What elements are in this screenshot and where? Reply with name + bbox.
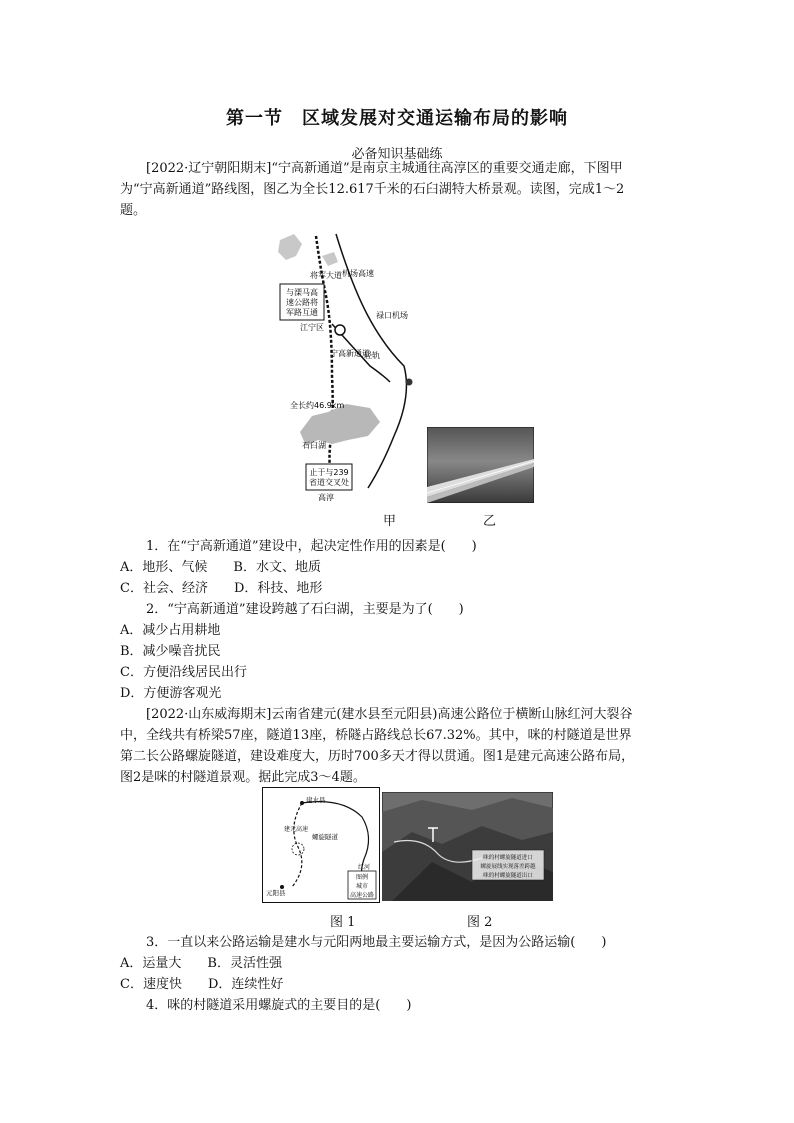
passage-1-line-1: [2022·辽宁朝阳期末]“宁高新通道”是南京主城通往高淳区的重要交通走廊，下图甲 (146, 161, 623, 176)
question-3-options-row-1: A．运量大 B．灵活性强 (120, 956, 282, 971)
question-1-options-row-1: A．地形、气候 B．水文、地质 (120, 560, 321, 575)
road-label-jiangjun: 将军大道 (310, 271, 342, 280)
figure-caption-2: 图 2 (467, 915, 493, 930)
question-2-option-b: B．减少噪音扰民 (120, 644, 221, 659)
route-map-figure (272, 226, 432, 516)
road-label-airport-expressway: 机场高速 (342, 269, 374, 278)
question-3-options-row-2: C．速度快 D．连续性好 (120, 977, 284, 992)
question-2-option-a: A．减少占用耕地 (120, 623, 221, 638)
passage-2 (120, 704, 672, 788)
bridge-photo (427, 427, 534, 503)
passage-1-line-3: 题。 (120, 203, 147, 218)
question-1-options-row-2: C．社会、经济 D．科技、地形 (120, 581, 323, 596)
rail-label: 轻轨 (364, 351, 380, 360)
figure-caption-1: 图 1 (330, 915, 356, 930)
river-shape-small (322, 252, 338, 266)
jianshui-dot (300, 801, 304, 805)
passage-1 (120, 158, 672, 221)
page-title: 第一节 区域发展对交通运输布局的影响 (226, 108, 568, 129)
legend-road: 高速公路 (349, 892, 375, 899)
terminus-label-2: 省道交叉处 (309, 478, 349, 487)
figure-caption-a: 甲 (383, 514, 397, 529)
question-3-stem: 3．一直以来公路运输是建水与元阳两地最主要运输方式，是因为公路运输( ) (146, 935, 607, 950)
legend-title: 图例 (355, 874, 369, 881)
section-heading: 必备知识基础练 (351, 147, 443, 162)
interchange-label-2: 速公路将 (286, 298, 318, 307)
interchange-label-3: 军路互通 (286, 308, 318, 317)
question-2-option-c: C．方便沿线居民出行 (120, 665, 247, 680)
airport-icon (335, 325, 345, 335)
highway-map-figure (262, 787, 380, 903)
lake-label: 石臼湖 (302, 441, 326, 450)
passage-1-line-2: 为“宁高新通道”路线图，图乙为全长12.617千米的石臼湖特大桥景观。读图，完成1～2 (120, 182, 625, 197)
spiral-drop-label: 螺旋展线实现落差跨越 (480, 864, 536, 870)
lake-shape (300, 404, 380, 446)
legend-city: 城市 (355, 883, 369, 890)
tunnel-photo (382, 792, 553, 901)
district-label: 江宁区 (300, 323, 324, 332)
terminus-label-1: 止于与239 (309, 468, 349, 477)
city-dot (406, 379, 413, 386)
tunnel-exit-label: 咪的村螺旋隧道出口 (483, 873, 533, 879)
end-city-label: 高淳 (318, 493, 334, 502)
route-label: 宁高新通道 (330, 349, 370, 358)
river-label: 红河 (358, 864, 371, 871)
yuanyang-label: 元阳县 (266, 889, 286, 897)
passage-2-line-1: [2022·山东威海期末]云南省建元(建水县至元阳县)高速公路位于横断山脉红河大裂谷 (146, 707, 633, 722)
question-2-option-d: D．方便游客观光 (120, 686, 222, 701)
question-2-stem: 2．“宁高新通道”建设跨越了石臼湖，主要是为了( ) (146, 602, 464, 617)
question-1-stem: 1．在“宁高新通道”建设中，起决定性作用的因素是( ) (146, 539, 477, 554)
tunnel-entrance-label: 咪的村螺旋隧道进口 (483, 855, 533, 861)
spiral-tunnel-label: 螺旋隧道 (312, 833, 338, 841)
question-4-stem: 4．咪的村隧道采用螺旋式的主要目的是( ) (146, 998, 412, 1013)
river-shape (278, 234, 302, 260)
interchange-label-1: 与溧马高 (286, 288, 318, 297)
highway-label: 建元高速 (284, 826, 309, 833)
airport-label: 禄口机场 (376, 311, 408, 320)
passage-2-line-4: 图2是咪的村隧道景观。据此完成3～4题。 (120, 770, 366, 785)
figure-caption-b: 乙 (483, 514, 497, 529)
length-label: 全长约46.9km (290, 401, 345, 410)
jianshui-label: 建水县 (306, 796, 326, 804)
passage-2-line-3: 第二长公路螺旋隧道，建设难度大，历时700多天才得以贯通。图1是建元高速公路布局， (120, 749, 635, 764)
passage-2-line-2: 中，全线共有桥梁57座，隧道13座，桥隧占路线总长67.32%。其中，咪的村隧道是世界 (120, 728, 632, 743)
